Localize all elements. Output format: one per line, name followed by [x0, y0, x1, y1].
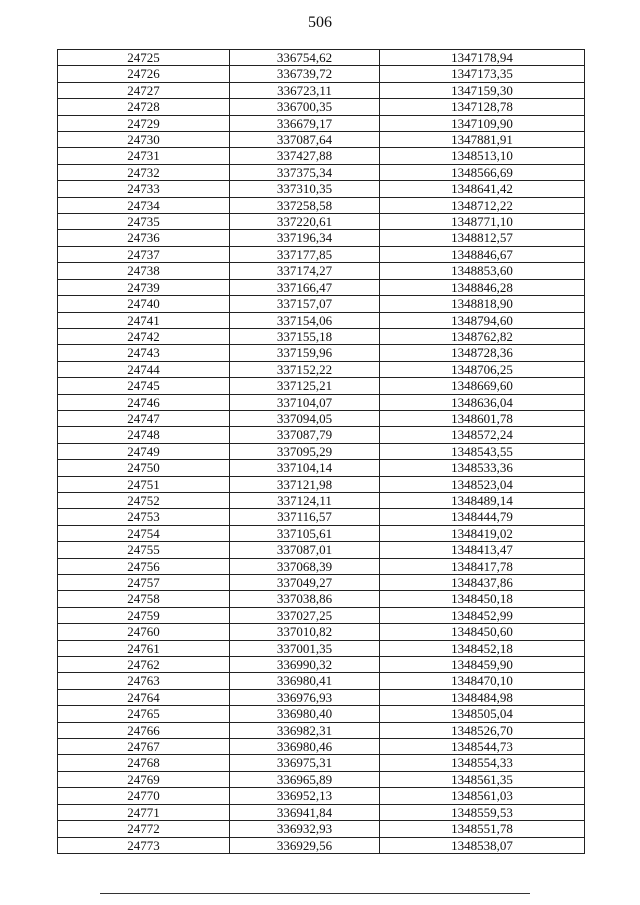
- y-coordinate-cell: 1348706,25: [380, 361, 585, 377]
- point-number-cell: 24732: [58, 164, 230, 180]
- table-row: [58, 115, 585, 131]
- y-coordinate-cell: 1348484,98: [380, 689, 585, 705]
- table-row: [58, 214, 585, 230]
- y-coordinate-cell: 1348554,33: [380, 755, 585, 771]
- table-body: [58, 50, 585, 854]
- y-coordinate-cell: 1348846,28: [380, 279, 585, 295]
- y-coordinate-cell: 1348669,60: [380, 378, 585, 394]
- table-row: [58, 722, 585, 738]
- point-number-cell: 24765: [58, 706, 230, 722]
- point-number-cell: 24748: [58, 427, 230, 443]
- x-coordinate-cell: 337087,01: [230, 542, 380, 558]
- x-coordinate-cell: 337105,61: [230, 525, 380, 541]
- x-coordinate-cell: 336980,40: [230, 706, 380, 722]
- table-row: [58, 197, 585, 213]
- point-number-cell: 24763: [58, 673, 230, 689]
- point-number-cell: 24743: [58, 345, 230, 361]
- x-coordinate-cell: 337104,14: [230, 460, 380, 476]
- x-coordinate-cell: 337220,61: [230, 214, 380, 230]
- table-row: [58, 706, 585, 722]
- x-coordinate-cell: 337154,06: [230, 312, 380, 328]
- y-coordinate-cell: 1347159,30: [380, 82, 585, 98]
- x-coordinate-cell: 336929,56: [230, 837, 380, 853]
- table-row: [58, 82, 585, 98]
- y-coordinate-cell: 1348513,10: [380, 148, 585, 164]
- y-coordinate-cell: 1348526,70: [380, 722, 585, 738]
- table-row: [58, 542, 585, 558]
- y-coordinate-cell: 1347128,78: [380, 99, 585, 115]
- x-coordinate-cell: 337375,34: [230, 164, 380, 180]
- point-number-cell: 24758: [58, 591, 230, 607]
- point-number-cell: 24728: [58, 99, 230, 115]
- x-coordinate-cell: 337068,39: [230, 558, 380, 574]
- table-row: [58, 443, 585, 459]
- point-number-cell: 24746: [58, 394, 230, 410]
- x-coordinate-cell: 336980,46: [230, 739, 380, 755]
- point-number-cell: 24733: [58, 181, 230, 197]
- point-number-cell: 24767: [58, 739, 230, 755]
- x-coordinate-cell: 336754,62: [230, 50, 380, 66]
- point-number-cell: 24739: [58, 279, 230, 295]
- x-coordinate-cell: 337310,35: [230, 181, 380, 197]
- y-coordinate-cell: 1348771,10: [380, 214, 585, 230]
- x-coordinate-cell: 337157,07: [230, 296, 380, 312]
- x-coordinate-cell: 336965,89: [230, 771, 380, 787]
- table-row: [58, 164, 585, 180]
- table-row: [58, 345, 585, 361]
- table-row: [58, 460, 585, 476]
- point-number-cell: 24741: [58, 312, 230, 328]
- y-coordinate-cell: 1348450,18: [380, 591, 585, 607]
- point-number-cell: 24770: [58, 788, 230, 804]
- y-coordinate-cell: 1348794,60: [380, 312, 585, 328]
- table-row: [58, 673, 585, 689]
- y-coordinate-cell: 1347881,91: [380, 132, 585, 148]
- point-number-cell: 24750: [58, 460, 230, 476]
- y-coordinate-cell: 1348413,47: [380, 542, 585, 558]
- x-coordinate-cell: 336932,93: [230, 821, 380, 837]
- point-number-cell: 24755: [58, 542, 230, 558]
- table-row: [58, 328, 585, 344]
- table-row: [58, 181, 585, 197]
- y-coordinate-cell: 1348543,55: [380, 443, 585, 459]
- y-coordinate-cell: 1348853,60: [380, 263, 585, 279]
- point-number-cell: 24727: [58, 82, 230, 98]
- table-row: [58, 804, 585, 820]
- point-number-cell: 24731: [58, 148, 230, 164]
- table-row: [58, 739, 585, 755]
- point-number-cell: 24749: [58, 443, 230, 459]
- x-coordinate-cell: 336976,93: [230, 689, 380, 705]
- table-row: [58, 821, 585, 837]
- table-row: [58, 394, 585, 410]
- y-coordinate-cell: 1348762,82: [380, 328, 585, 344]
- y-coordinate-cell: 1348566,69: [380, 164, 585, 180]
- point-number-cell: 24730: [58, 132, 230, 148]
- y-coordinate-cell: 1348452,99: [380, 607, 585, 623]
- page-number: 506: [308, 14, 332, 31]
- y-coordinate-cell: 1348551,78: [380, 821, 585, 837]
- table-row: [58, 230, 585, 246]
- point-number-cell: 24740: [58, 296, 230, 312]
- y-coordinate-cell: 1348459,90: [380, 657, 585, 673]
- y-coordinate-cell: 1348419,02: [380, 525, 585, 541]
- x-coordinate-cell: 337116,57: [230, 509, 380, 525]
- y-coordinate-cell: 1348572,24: [380, 427, 585, 443]
- table-row: [58, 509, 585, 525]
- table-row: [58, 771, 585, 787]
- point-number-cell: 24734: [58, 197, 230, 213]
- x-coordinate-cell: 337104,07: [230, 394, 380, 410]
- y-coordinate-cell: 1348636,04: [380, 394, 585, 410]
- table-row: [58, 427, 585, 443]
- y-coordinate-cell: 1348544,73: [380, 739, 585, 755]
- y-coordinate-cell: 1348641,42: [380, 181, 585, 197]
- x-coordinate-cell: 337159,96: [230, 345, 380, 361]
- y-coordinate-cell: 1348505,04: [380, 706, 585, 722]
- table-row: [58, 279, 585, 295]
- y-coordinate-cell: 1348538,07: [380, 837, 585, 853]
- x-coordinate-cell: 337125,21: [230, 378, 380, 394]
- x-coordinate-cell: 337087,64: [230, 132, 380, 148]
- table-row: [58, 50, 585, 66]
- x-coordinate-cell: 337258,58: [230, 197, 380, 213]
- x-coordinate-cell: 336941,84: [230, 804, 380, 820]
- x-coordinate-cell: 337087,79: [230, 427, 380, 443]
- point-number-cell: 24760: [58, 624, 230, 640]
- point-number-cell: 24766: [58, 722, 230, 738]
- point-number-cell: 24759: [58, 607, 230, 623]
- point-number-cell: 24762: [58, 657, 230, 673]
- table-row: [58, 66, 585, 82]
- y-coordinate-cell: 1348523,04: [380, 476, 585, 492]
- x-coordinate-cell: 337010,82: [230, 624, 380, 640]
- x-coordinate-cell: 336952,13: [230, 788, 380, 804]
- point-number-cell: 24764: [58, 689, 230, 705]
- x-coordinate-cell: 337121,98: [230, 476, 380, 492]
- table-row: [58, 148, 585, 164]
- table-row: [58, 689, 585, 705]
- point-number-cell: 24772: [58, 821, 230, 837]
- x-coordinate-cell: 336739,72: [230, 66, 380, 82]
- point-number-cell: 24737: [58, 246, 230, 262]
- point-number-cell: 24735: [58, 214, 230, 230]
- x-coordinate-cell: 336982,31: [230, 722, 380, 738]
- y-coordinate-cell: 1348846,67: [380, 246, 585, 262]
- y-coordinate-cell: 1348470,10: [380, 673, 585, 689]
- y-coordinate-cell: 1347109,90: [380, 115, 585, 131]
- x-coordinate-cell: 337152,22: [230, 361, 380, 377]
- table-row: [58, 591, 585, 607]
- point-number-cell: 24751: [58, 476, 230, 492]
- x-coordinate-cell: 337001,35: [230, 640, 380, 656]
- y-coordinate-cell: 1348561,35: [380, 771, 585, 787]
- table-row: [58, 624, 585, 640]
- point-number-cell: 24745: [58, 378, 230, 394]
- x-coordinate-cell: 337177,85: [230, 246, 380, 262]
- coordinates-table-wrapper: [57, 49, 584, 854]
- table-row: [58, 837, 585, 853]
- point-number-cell: 24752: [58, 492, 230, 508]
- x-coordinate-cell: 336700,35: [230, 99, 380, 115]
- x-coordinate-cell: 337427,88: [230, 148, 380, 164]
- x-coordinate-cell: 337095,29: [230, 443, 380, 459]
- table-row: [58, 312, 585, 328]
- y-coordinate-cell: 1348450,60: [380, 624, 585, 640]
- x-coordinate-cell: 337027,25: [230, 607, 380, 623]
- table-row: [58, 607, 585, 623]
- table-row: [58, 575, 585, 591]
- point-number-cell: 24738: [58, 263, 230, 279]
- table-row: [58, 99, 585, 115]
- point-number-cell: 24753: [58, 509, 230, 525]
- y-coordinate-cell: 1348559,53: [380, 804, 585, 820]
- table-row: [58, 640, 585, 656]
- table-row: [58, 476, 585, 492]
- table-row: [58, 410, 585, 426]
- y-coordinate-cell: 1348601,78: [380, 410, 585, 426]
- y-coordinate-cell: 1348437,86: [380, 575, 585, 591]
- x-coordinate-cell: 337174,27: [230, 263, 380, 279]
- y-coordinate-cell: 1347173,35: [380, 66, 585, 82]
- y-coordinate-cell: 1348712,22: [380, 197, 585, 213]
- y-coordinate-cell: 1348533,36: [380, 460, 585, 476]
- point-number-cell: 24771: [58, 804, 230, 820]
- point-number-cell: 24729: [58, 115, 230, 131]
- y-coordinate-cell: 1348452,18: [380, 640, 585, 656]
- point-number-cell: 24747: [58, 410, 230, 426]
- x-coordinate-cell: 336723,11: [230, 82, 380, 98]
- x-coordinate-cell: 336990,32: [230, 657, 380, 673]
- table-row: [58, 657, 585, 673]
- point-number-cell: 24773: [58, 837, 230, 853]
- x-coordinate-cell: 337038,86: [230, 591, 380, 607]
- x-coordinate-cell: 337049,27: [230, 575, 380, 591]
- table-row: [58, 263, 585, 279]
- y-coordinate-cell: 1348728,36: [380, 345, 585, 361]
- point-number-cell: 24736: [58, 230, 230, 246]
- table-row: [58, 246, 585, 262]
- x-coordinate-cell: 337166,47: [230, 279, 380, 295]
- point-number-cell: 24769: [58, 771, 230, 787]
- point-number-cell: 24757: [58, 575, 230, 591]
- point-number-cell: 24754: [58, 525, 230, 541]
- x-coordinate-cell: 336980,41: [230, 673, 380, 689]
- table-row: [58, 492, 585, 508]
- x-coordinate-cell: 337124,11: [230, 492, 380, 508]
- y-coordinate-cell: 1347178,94: [380, 50, 585, 66]
- table-row: [58, 558, 585, 574]
- x-coordinate-cell: 337155,18: [230, 328, 380, 344]
- table-row: [58, 788, 585, 804]
- table-row: [58, 296, 585, 312]
- table-row: [58, 755, 585, 771]
- point-number-cell: 24768: [58, 755, 230, 771]
- bottom-rule: [100, 893, 530, 894]
- table-row: [58, 361, 585, 377]
- point-number-cell: 24725: [58, 50, 230, 66]
- y-coordinate-cell: 1348444,79: [380, 509, 585, 525]
- x-coordinate-cell: 336679,17: [230, 115, 380, 131]
- coordinates-table: [57, 49, 585, 854]
- y-coordinate-cell: 1348417,78: [380, 558, 585, 574]
- point-number-cell: 24744: [58, 361, 230, 377]
- y-coordinate-cell: 1348812,57: [380, 230, 585, 246]
- y-coordinate-cell: 1348561,03: [380, 788, 585, 804]
- table-row: [58, 132, 585, 148]
- point-number-cell: 24742: [58, 328, 230, 344]
- table-row: [58, 525, 585, 541]
- point-number-cell: 24756: [58, 558, 230, 574]
- x-coordinate-cell: 336975,31: [230, 755, 380, 771]
- x-coordinate-cell: 337094,05: [230, 410, 380, 426]
- y-coordinate-cell: 1348818,90: [380, 296, 585, 312]
- x-coordinate-cell: 337196,34: [230, 230, 380, 246]
- point-number-cell: 24726: [58, 66, 230, 82]
- point-number-cell: 24761: [58, 640, 230, 656]
- y-coordinate-cell: 1348489,14: [380, 492, 585, 508]
- table-row: [58, 378, 585, 394]
